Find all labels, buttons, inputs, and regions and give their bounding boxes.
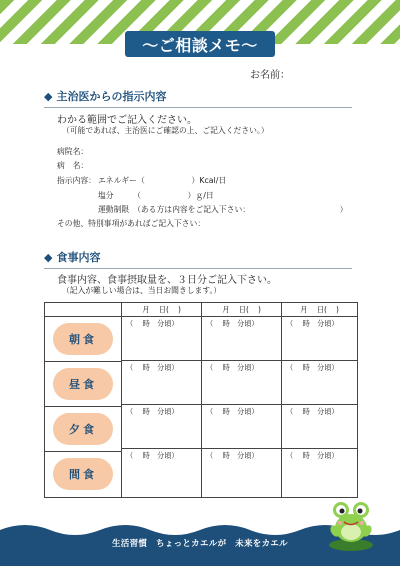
meal-label-column [45, 303, 122, 497]
meal-cell[interactable]: （ 時 分頃） [286, 451, 339, 460]
meal-cell[interactable]: （ 時 分頃） [282, 405, 357, 449]
doctor-intro: わかる範囲でご記入ください。 [57, 115, 197, 126]
diamond-bullet-icon: ◆ [44, 90, 53, 103]
meal-cell[interactable]: （ 時 分頃） [206, 451, 259, 460]
diamond-bullet-icon: ◆ [44, 251, 53, 264]
disease-label: 病 名： [57, 161, 89, 170]
day-close: ) [178, 305, 181, 314]
doctor-note: （可能であれば、主治医にご確認の上、ご記入ください。） [62, 126, 269, 135]
meal-row-label [45, 407, 121, 452]
meal-row-label [45, 317, 121, 362]
name-label: お名前： [250, 70, 290, 81]
day-header [202, 303, 281, 317]
day-day: 日( [158, 305, 169, 314]
meal-pill-breakfast: 朝食 [53, 323, 113, 355]
section-heading-doctor-text: 主治医からの指示内容 [56, 90, 167, 103]
meal-cell[interactable]: （ 時 分頃） [202, 361, 281, 405]
day-column-3 [282, 303, 357, 497]
meals-note: （記入が難しい場合は、当日お聞きします。） [62, 286, 222, 295]
day-month: 月 [222, 305, 230, 314]
meal-cell[interactable]: （ 時 分頃） [122, 361, 201, 405]
meal-cell[interactable]: （ 時 分頃） [122, 317, 201, 361]
day-close: ) [258, 305, 261, 314]
day-close: ) [336, 305, 339, 314]
meal-pill-lunch: 昼食 [53, 368, 113, 400]
exercise-row: 運動制限 （ある方は内容をご記入下さい： ） [98, 205, 348, 214]
day-month: 月 [142, 305, 150, 314]
day-column-1 [122, 303, 202, 497]
page-title: ～ご相談メモ～ [125, 31, 275, 57]
day-header [282, 303, 357, 317]
other-row: その他、特別事項があればご記入下さい： [57, 219, 206, 228]
meal-cell[interactable]: （ 時 分頃） [126, 451, 179, 460]
meal-row-label [45, 362, 121, 407]
meal-cell[interactable]: （ 時 分頃） [282, 317, 357, 361]
meal-pill-snack: 間食 [53, 458, 113, 490]
meal-table [44, 302, 358, 498]
energy-row: エネルギー（ ）Kcal/日 [98, 176, 227, 185]
day-column-2 [202, 303, 282, 497]
label-head [45, 303, 121, 317]
hospital-label: 病院名： [57, 147, 89, 156]
meal-pill-dinner: 夕食 [53, 413, 113, 445]
instruction-label: 指示内容： [57, 176, 96, 185]
meal-cell[interactable]: （ 時 分頃） [282, 361, 357, 405]
day-day: 日( [238, 305, 249, 314]
day-day: 日( [316, 305, 327, 314]
meal-cell[interactable]: （ 時 分頃） [122, 405, 201, 449]
footer-slogan: 生活習慣 ちょっとカエルが 未来をカエル [111, 539, 288, 549]
frog-icon [326, 496, 376, 552]
section-heading-meals-text: 食事内容 [56, 251, 101, 264]
section-heading-meals [44, 249, 352, 269]
meal-cell[interactable]: （ 時 分頃） [202, 405, 281, 449]
meal-row-label [45, 452, 121, 496]
day-header [122, 303, 201, 317]
section-heading-doctor [44, 88, 352, 108]
day-month: 月 [300, 305, 308, 314]
salt-row: 塩分 （ ）ｇ/日 [98, 191, 214, 200]
meals-intro: 食事内容、食事摂取量を、３日分ご記入下さい。 [57, 275, 277, 286]
meal-cell[interactable]: （ 時 分頃） [202, 317, 281, 361]
